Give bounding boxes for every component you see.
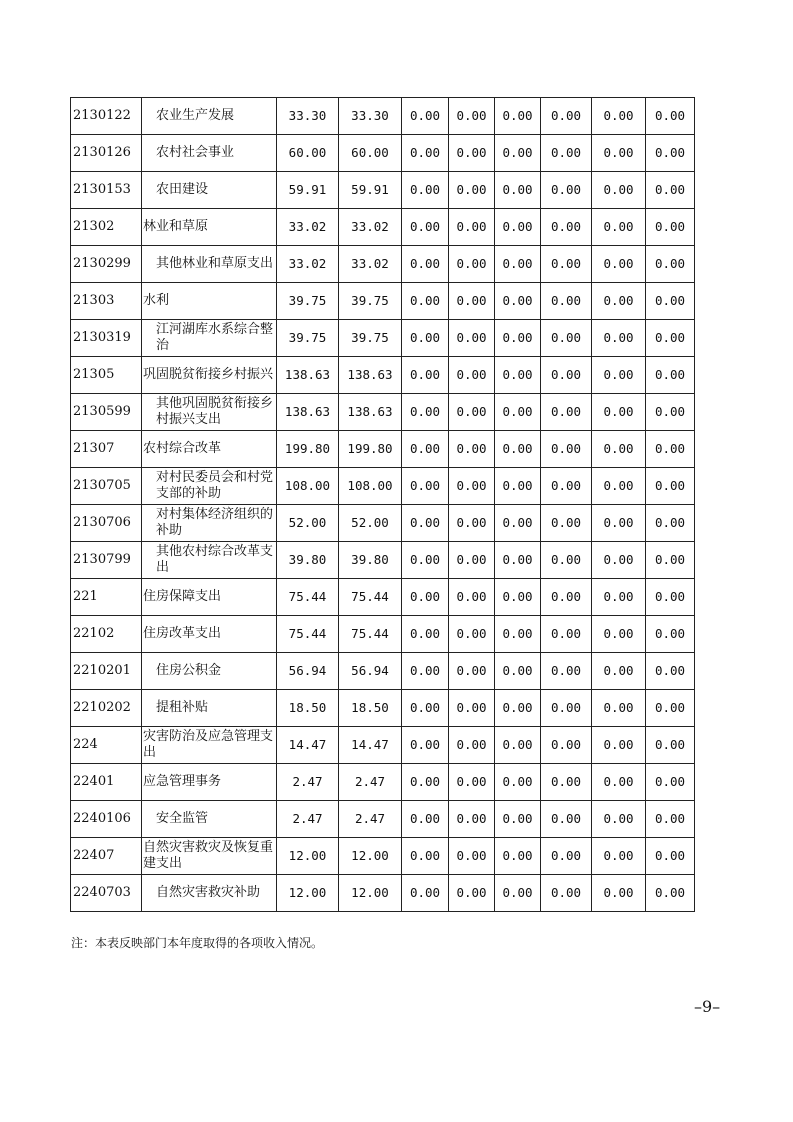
- amount-cell: 0.00: [495, 801, 541, 838]
- amount-cell: 0.00: [646, 579, 695, 616]
- amount-cell: 0.00: [592, 431, 646, 468]
- amount-cell: 0.00: [646, 98, 695, 135]
- amount-cell: 0.00: [646, 838, 695, 875]
- amount-cell: 138.63: [339, 394, 402, 431]
- amount-cell: 0.00: [449, 135, 495, 172]
- amount-cell: 138.63: [277, 394, 339, 431]
- amount-cell: 0.00: [495, 357, 541, 394]
- amount-cell: 0.00: [592, 468, 646, 505]
- amount-cell: 0.00: [495, 98, 541, 135]
- amount-cell: 108.00: [339, 468, 402, 505]
- amount-cell: 0.00: [495, 320, 541, 357]
- amount-cell: 0.00: [646, 431, 695, 468]
- amount-cell: 2.47: [277, 801, 339, 838]
- subject-name: 其他巩固脱贫衔接乡村振兴支出: [142, 394, 277, 431]
- amount-cell: 199.80: [339, 431, 402, 468]
- subject-code: 22407: [71, 838, 142, 875]
- amount-cell: 0.00: [541, 875, 592, 912]
- subject-code: 2210201: [71, 653, 142, 690]
- amount-cell: 0.00: [402, 653, 449, 690]
- amount-cell: 60.00: [339, 135, 402, 172]
- amount-cell: 0.00: [592, 246, 646, 283]
- subject-name: 住房公积金: [142, 653, 277, 690]
- amount-cell: 0.00: [495, 283, 541, 320]
- amount-cell: 0.00: [592, 394, 646, 431]
- amount-cell: 0.00: [449, 468, 495, 505]
- subject-code: 2130319: [71, 320, 142, 357]
- amount-cell: 0.00: [402, 690, 449, 727]
- amount-cell: 0.00: [646, 542, 695, 579]
- amount-cell: 39.75: [277, 320, 339, 357]
- amount-cell: 0.00: [495, 875, 541, 912]
- subject-code: 2210202: [71, 690, 142, 727]
- amount-cell: 0.00: [592, 801, 646, 838]
- amount-cell: 0.00: [402, 542, 449, 579]
- amount-cell: 18.50: [339, 690, 402, 727]
- table-row: [71, 98, 695, 135]
- amount-cell: 52.00: [277, 505, 339, 542]
- amount-cell: 0.00: [449, 838, 495, 875]
- amount-cell: 39.75: [339, 283, 402, 320]
- amount-cell: 0.00: [541, 468, 592, 505]
- amount-cell: 0.00: [449, 727, 495, 764]
- amount-cell: 0.00: [402, 431, 449, 468]
- amount-cell: 0.00: [402, 320, 449, 357]
- amount-cell: 0.00: [646, 505, 695, 542]
- table-note: 注：本表反映部门本年度取得的各项收入情况。: [71, 936, 324, 950]
- amount-cell: 0.00: [449, 505, 495, 542]
- amount-cell: 0.00: [402, 172, 449, 209]
- amount-cell: 0.00: [449, 394, 495, 431]
- amount-cell: 0.00: [449, 246, 495, 283]
- amount-cell: 0.00: [402, 135, 449, 172]
- amount-cell: 2.47: [339, 801, 402, 838]
- amount-cell: 33.30: [339, 98, 402, 135]
- subject-name: 对村民委员会和村党支部的补助: [142, 468, 277, 505]
- amount-cell: 0.00: [495, 727, 541, 764]
- amount-cell: 0.00: [541, 98, 592, 135]
- subject-code: 22401: [71, 764, 142, 801]
- amount-cell: 0.00: [646, 357, 695, 394]
- subject-name: 住房改革支出: [142, 616, 277, 653]
- amount-cell: 0.00: [495, 764, 541, 801]
- amount-cell: 12.00: [277, 875, 339, 912]
- subject-name: 水利: [142, 283, 277, 320]
- amount-cell: 0.00: [449, 690, 495, 727]
- amount-cell: 0.00: [541, 505, 592, 542]
- amount-cell: 0.00: [495, 172, 541, 209]
- subject-code: 224: [71, 727, 142, 764]
- amount-cell: 0.00: [541, 801, 592, 838]
- amount-cell: 0.00: [592, 727, 646, 764]
- table-row: [71, 468, 695, 505]
- amount-cell: 0.00: [646, 283, 695, 320]
- subject-name: 对村集体经济组织的补助: [142, 505, 277, 542]
- subject-name: 农业生产发展: [142, 98, 277, 135]
- amount-cell: 14.47: [277, 727, 339, 764]
- amount-cell: 18.50: [277, 690, 339, 727]
- subject-name: 自然灾害救灾及恢复重建支出: [142, 838, 277, 875]
- amount-cell: 0.00: [646, 209, 695, 246]
- subject-name: 住房保障支出: [142, 579, 277, 616]
- amount-cell: 0.00: [541, 542, 592, 579]
- amount-cell: 0.00: [646, 653, 695, 690]
- subject-name: 灾害防治及应急管理支出: [142, 727, 277, 764]
- table-row: [71, 653, 695, 690]
- amount-cell: 0.00: [449, 357, 495, 394]
- amount-cell: 0.00: [449, 98, 495, 135]
- amount-cell: 0.00: [592, 357, 646, 394]
- amount-cell: 0.00: [495, 542, 541, 579]
- amount-cell: 2.47: [277, 764, 339, 801]
- amount-cell: 0.00: [402, 801, 449, 838]
- amount-cell: 2.47: [339, 764, 402, 801]
- amount-cell: 0.00: [541, 616, 592, 653]
- amount-cell: 0.00: [592, 838, 646, 875]
- subject-code: 2130799: [71, 542, 142, 579]
- amount-cell: 138.63: [277, 357, 339, 394]
- amount-cell: 0.00: [646, 801, 695, 838]
- amount-cell: 0.00: [449, 764, 495, 801]
- page-number: –9–: [694, 997, 721, 1016]
- amount-cell: 0.00: [495, 468, 541, 505]
- amount-cell: 0.00: [541, 320, 592, 357]
- amount-cell: 0.00: [646, 468, 695, 505]
- amount-cell: 0.00: [449, 616, 495, 653]
- amount-cell: 0.00: [541, 764, 592, 801]
- table-row: [71, 172, 695, 209]
- subject-code: 2240703: [71, 875, 142, 912]
- amount-cell: 39.80: [277, 542, 339, 579]
- subject-code: 21307: [71, 431, 142, 468]
- amount-cell: 39.75: [277, 283, 339, 320]
- amount-cell: 0.00: [541, 690, 592, 727]
- subject-name: 江河湖库水系综合整治: [142, 320, 277, 357]
- amount-cell: 0.00: [449, 801, 495, 838]
- subject-name: 提租补贴: [142, 690, 277, 727]
- amount-cell: 0.00: [541, 357, 592, 394]
- amount-cell: 0.00: [541, 838, 592, 875]
- amount-cell: 0.00: [402, 875, 449, 912]
- amount-cell: 0.00: [449, 431, 495, 468]
- amount-cell: 59.91: [339, 172, 402, 209]
- amount-cell: 0.00: [646, 875, 695, 912]
- amount-cell: 33.02: [277, 246, 339, 283]
- amount-cell: 0.00: [449, 875, 495, 912]
- amount-cell: 0.00: [402, 283, 449, 320]
- table-row: [71, 579, 695, 616]
- subject-name: 巩固脱贫衔接乡村振兴: [142, 357, 277, 394]
- amount-cell: 0.00: [449, 320, 495, 357]
- amount-cell: 0.00: [592, 172, 646, 209]
- amount-cell: 0.00: [449, 653, 495, 690]
- amount-cell: 0.00: [592, 135, 646, 172]
- subject-code: 2240106: [71, 801, 142, 838]
- amount-cell: 0.00: [402, 246, 449, 283]
- subject-name: 林业和草原: [142, 209, 277, 246]
- amount-cell: 0.00: [495, 431, 541, 468]
- amount-cell: 0.00: [495, 579, 541, 616]
- amount-cell: 33.02: [339, 246, 402, 283]
- amount-cell: 0.00: [592, 690, 646, 727]
- amount-cell: 0.00: [495, 394, 541, 431]
- amount-cell: 75.44: [339, 579, 402, 616]
- amount-cell: 0.00: [592, 209, 646, 246]
- amount-cell: 52.00: [339, 505, 402, 542]
- subject-code: 2130705: [71, 468, 142, 505]
- subject-code: 2130122: [71, 98, 142, 135]
- subject-code: 2130299: [71, 246, 142, 283]
- table-row: [71, 875, 695, 912]
- amount-cell: 199.80: [277, 431, 339, 468]
- amount-cell: 0.00: [449, 172, 495, 209]
- amount-cell: 33.02: [339, 209, 402, 246]
- amount-cell: 0.00: [541, 135, 592, 172]
- amount-cell: 0.00: [541, 209, 592, 246]
- amount-cell: 108.00: [277, 468, 339, 505]
- amount-cell: 0.00: [449, 579, 495, 616]
- amount-cell: 14.47: [339, 727, 402, 764]
- amount-cell: 0.00: [592, 579, 646, 616]
- table-row: [71, 764, 695, 801]
- amount-cell: 0.00: [402, 209, 449, 246]
- income-table: [70, 97, 695, 912]
- amount-cell: 59.91: [277, 172, 339, 209]
- amount-cell: 0.00: [402, 98, 449, 135]
- amount-cell: 12.00: [339, 875, 402, 912]
- amount-cell: 0.00: [495, 209, 541, 246]
- table-row: [71, 135, 695, 172]
- table-row: [71, 801, 695, 838]
- amount-cell: 0.00: [592, 98, 646, 135]
- amount-cell: 0.00: [592, 283, 646, 320]
- subject-code: 21302: [71, 209, 142, 246]
- amount-cell: 0.00: [495, 690, 541, 727]
- amount-cell: 0.00: [449, 283, 495, 320]
- amount-cell: 60.00: [277, 135, 339, 172]
- amount-cell: 0.00: [495, 653, 541, 690]
- amount-cell: 0.00: [646, 135, 695, 172]
- amount-cell: 0.00: [592, 875, 646, 912]
- subject-code: 2130706: [71, 505, 142, 542]
- subject-code: 21303: [71, 283, 142, 320]
- table-row: [71, 727, 695, 764]
- amount-cell: 0.00: [495, 135, 541, 172]
- table-row: [71, 616, 695, 653]
- table-row: [71, 690, 695, 727]
- subject-name: 农村综合改革: [142, 431, 277, 468]
- amount-cell: 0.00: [541, 431, 592, 468]
- amount-cell: 56.94: [339, 653, 402, 690]
- subject-name: 应急管理事务: [142, 764, 277, 801]
- amount-cell: 12.00: [277, 838, 339, 875]
- table-body: [71, 98, 695, 912]
- amount-cell: 75.44: [277, 616, 339, 653]
- amount-cell: 0.00: [541, 172, 592, 209]
- amount-cell: 0.00: [402, 579, 449, 616]
- subject-code: 21305: [71, 357, 142, 394]
- subject-code: 2130126: [71, 135, 142, 172]
- amount-cell: 0.00: [646, 320, 695, 357]
- subject-name: 自然灾害救灾补助: [142, 875, 277, 912]
- subject-name: 农村社会事业: [142, 135, 277, 172]
- subject-name: 农田建设: [142, 172, 277, 209]
- table-row: [71, 357, 695, 394]
- amount-cell: 0.00: [402, 764, 449, 801]
- table-row: [71, 283, 695, 320]
- amount-cell: 0.00: [495, 616, 541, 653]
- amount-cell: 0.00: [646, 764, 695, 801]
- amount-cell: 0.00: [646, 616, 695, 653]
- amount-cell: 0.00: [541, 579, 592, 616]
- amount-cell: 75.44: [339, 616, 402, 653]
- amount-cell: 0.00: [402, 468, 449, 505]
- amount-cell: 0.00: [592, 764, 646, 801]
- amount-cell: 0.00: [541, 246, 592, 283]
- subject-name: 安全监管: [142, 801, 277, 838]
- amount-cell: 0.00: [646, 246, 695, 283]
- amount-cell: 0.00: [592, 320, 646, 357]
- amount-cell: 56.94: [277, 653, 339, 690]
- amount-cell: 0.00: [646, 172, 695, 209]
- table-row: [71, 394, 695, 431]
- amount-cell: 0.00: [646, 690, 695, 727]
- amount-cell: 0.00: [541, 283, 592, 320]
- amount-cell: 0.00: [402, 357, 449, 394]
- amount-cell: 33.02: [277, 209, 339, 246]
- subject-code: 2130599: [71, 394, 142, 431]
- subject-name: 其他林业和草原支出: [142, 246, 277, 283]
- subject-code: 22102: [71, 616, 142, 653]
- amount-cell: 0.00: [402, 727, 449, 764]
- table-row: [71, 246, 695, 283]
- amount-cell: 0.00: [402, 394, 449, 431]
- amount-cell: 0.00: [402, 838, 449, 875]
- amount-cell: 0.00: [495, 838, 541, 875]
- table-row: [71, 838, 695, 875]
- amount-cell: 0.00: [495, 246, 541, 283]
- amount-cell: 0.00: [541, 394, 592, 431]
- amount-cell: 0.00: [449, 209, 495, 246]
- amount-cell: 0.00: [646, 394, 695, 431]
- amount-cell: 0.00: [592, 653, 646, 690]
- amount-cell: 12.00: [339, 838, 402, 875]
- amount-cell: 0.00: [541, 653, 592, 690]
- table-row: [71, 209, 695, 246]
- amount-cell: 33.30: [277, 98, 339, 135]
- amount-cell: 39.80: [339, 542, 402, 579]
- amount-cell: 0.00: [592, 542, 646, 579]
- amount-cell: 75.44: [277, 579, 339, 616]
- amount-cell: 0.00: [646, 727, 695, 764]
- subject-name: 其他农村综合改革支出: [142, 542, 277, 579]
- amount-cell: 0.00: [541, 727, 592, 764]
- table-row: [71, 542, 695, 579]
- subject-code: 221: [71, 579, 142, 616]
- amount-cell: 0.00: [449, 542, 495, 579]
- amount-cell: 0.00: [495, 505, 541, 542]
- table-row: [71, 320, 695, 357]
- subject-code: 2130153: [71, 172, 142, 209]
- amount-cell: 0.00: [592, 505, 646, 542]
- amount-cell: 0.00: [402, 505, 449, 542]
- amount-cell: 39.75: [339, 320, 402, 357]
- table-row: [71, 431, 695, 468]
- amount-cell: 138.63: [339, 357, 402, 394]
- amount-cell: 0.00: [592, 616, 646, 653]
- amount-cell: 0.00: [402, 616, 449, 653]
- table-row: [71, 505, 695, 542]
